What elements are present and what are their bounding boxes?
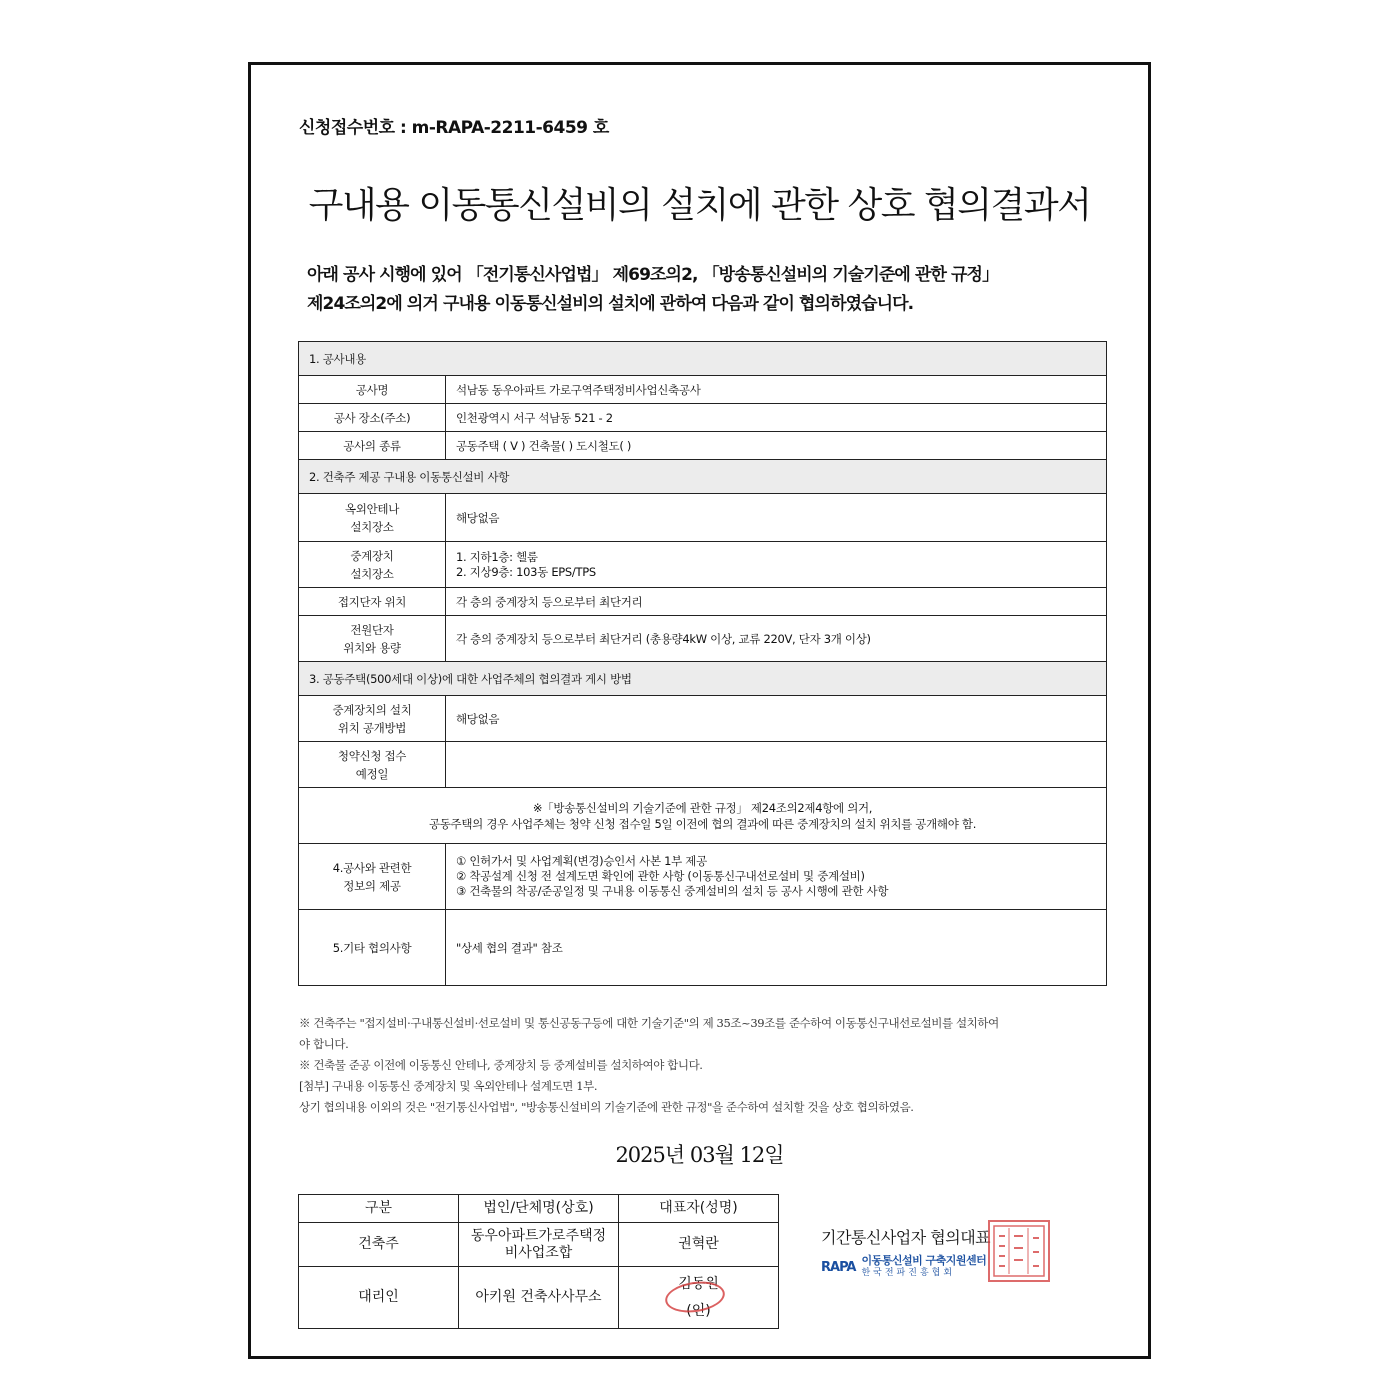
intro-line-1: 아래 공사 시행에 있어 「전기통신사업법」 제69조의2, 「방송통신설비의 기술기준에 관한 규정」: [307, 265, 999, 285]
info-provision-item-1: ① 인허가서 및 사업계획(변경)승인서 사본 1부 제공: [456, 854, 707, 868]
power-terminal-label: [299, 616, 446, 662]
footnote-1: ※ 건축주는 "접지설비·구내통신설비·선로설비 및 통신공동구등에 대한 기술기준"의 제 35조~39조를 준수하여 이동통신구내선로설비를 설치하여: [299, 1016, 999, 1030]
disclosure-note-line2: 공동주택의 경우 사업주체는 청약 신청 접수일 5일 이전에 협의 결과에 따른 중계장치의 설치 위치를 공개해야 함.: [428, 816, 977, 831]
repeater-disclosure-label-line1: 중계장치의 설치: [332, 702, 412, 717]
footnotes: [299, 1013, 1109, 1118]
repeater-location-item-2: 2. 지상9층: 103동 EPS/TPS: [456, 564, 596, 579]
agreement-date: 2025년 03월 12일: [615, 1143, 784, 1167]
construction-name-label: 공사명: [299, 376, 446, 404]
rapa-logo: [821, 1255, 986, 1279]
other-consultation-label: 5.기타 협의사항: [299, 910, 446, 986]
receipt-number: 신청접수번호 : m-RAPA-2211-6459 호: [299, 118, 609, 138]
outdoor-antenna-label-line2: 설치장소: [350, 519, 394, 534]
info-provision-item-2: ② 착공설계 신청 전 설계도면 확인에 관한 사항 (이동통신구내선로설비 및 중계설비): [456, 869, 865, 883]
header-representative: 대표자(성명): [619, 1195, 779, 1223]
owner-representative: 권혁란: [619, 1223, 779, 1267]
section-1-header: 1. 공사내용: [299, 342, 1107, 376]
info-provision-list: [446, 844, 1107, 910]
disclosure-note: [299, 788, 1107, 844]
agent-organization: 아키원 건축사사무소: [459, 1267, 619, 1329]
header-organization: 법인/단체명(상호): [459, 1195, 619, 1223]
repeater-location-label-line1: 중계장치: [350, 548, 394, 563]
agent-representative-name: 김동원: [678, 1275, 719, 1292]
rapa-logo-mark: RAPA: [821, 1259, 856, 1275]
official-seal-image: [988, 1220, 1050, 1282]
info-provision-label: [299, 844, 446, 910]
ground-terminal-label: 접지단자 위치: [299, 588, 446, 616]
construction-type-value: 공동주택 ( V ) 건축물( ) 도시철도( ): [446, 432, 1107, 460]
intro-text: [307, 261, 1107, 319]
disclosure-note-line1: ※「방송통신설비의 기술기준에 관한 규정」 제24조의2제4항에 의거,: [532, 800, 873, 815]
other-consultation-value: "상세 협의 결과" 참조: [446, 910, 1107, 986]
attachment-note: [첨부] 구내용 이동통신 중계장치 및 옥외안테나 설계도면 1부.: [299, 1079, 598, 1093]
document-title: 구내용 이동통신설비의 설치에 관한 상호 협의결과서: [308, 185, 1091, 226]
construction-address-label: 공사 장소(주소): [299, 404, 446, 432]
document-page: [248, 62, 1151, 1359]
subscription-date-label-line1: 청약신청 접수: [337, 748, 407, 763]
construction-type-label: 공사의 종류: [299, 432, 446, 460]
info-provision-label-line2: 정보의 제공: [343, 878, 401, 893]
repeater-location-value: [446, 542, 1107, 588]
outdoor-antenna-label-line1: 옥외안테나: [344, 501, 400, 516]
repeater-disclosure-label: [299, 696, 446, 742]
repeater-disclosure-value: 해당없음: [446, 696, 1107, 742]
footnote-1-continued: 야 합니다.: [299, 1037, 349, 1051]
construction-address-value: 인천광역시 서구 석남동 521 - 2: [446, 404, 1107, 432]
owner-type: 건축주: [299, 1223, 459, 1267]
power-terminal-label-line2: 위치와 용량: [343, 640, 401, 655]
construction-name-value: 석남동 동우아파트 가로구역주택정비사업신축공사: [446, 376, 1107, 404]
consultation-table: [298, 341, 1107, 986]
repeater-location-item-1: 1. 지하1층: 헬룸: [456, 549, 538, 564]
agreement-note: 상기 협의내용 이외의 것은 "전기통신사업법", "방송통신설비의 기술기준에 관한 규정"을 준수하여 설치할 것을 상호 협의하였음.: [299, 1100, 914, 1114]
info-provision-label-line1: 4.공사와 관련한: [332, 860, 412, 875]
rapa-association-name: 한국전파진흥협회: [861, 1268, 956, 1278]
outdoor-antenna-label: [299, 494, 446, 542]
agent-type: 대리인: [299, 1267, 459, 1329]
owner-organization-line2: 비사업조합: [504, 1244, 573, 1261]
repeater-disclosure-label-line2: 위치 공개방법: [337, 720, 407, 735]
carrier-representative-title: 기간통신사업자 협의대표: [821, 1228, 991, 1247]
subscription-date-label: [299, 742, 446, 788]
outdoor-antenna-value: 해당없음: [446, 494, 1107, 542]
repeater-location-label-line2: 설치장소: [350, 566, 394, 581]
info-provision-item-3: ③ 건축물의 착공/준공일정 및 구내용 이동통신 중계설비의 설치 등 공사 시행에 관한 사항: [456, 884, 889, 898]
subscription-date-value: [446, 742, 1107, 788]
ground-terminal-value: 각 층의 중계장치 등으로부터 최단거리: [446, 588, 1107, 616]
owner-organization: [459, 1223, 619, 1267]
header-category: 구분: [299, 1195, 459, 1223]
section-3-header: 3. 공동주택(500세대 이상)에 대한 사업주체의 협의결과 게시 방법: [299, 662, 1107, 696]
rapa-logo-text: [861, 1255, 986, 1279]
intro-line-2: 제24조의2에 의거 구내용 이동통신설비의 설치에 관하여 다음과 같이 협의하였습니다.: [307, 294, 914, 314]
section-2-header: 2. 건축주 제공 구내용 이동통신설비 사항: [299, 460, 1107, 494]
power-terminal-label-line1: 전원단자: [350, 622, 394, 637]
subscription-date-label-line2: 예정일: [355, 766, 389, 781]
repeater-location-label: [299, 542, 446, 588]
seal-pattern-icon: [990, 1222, 1048, 1280]
owner-organization-line1: 동우아파트가로주택정: [470, 1227, 607, 1244]
agent-seal-mark: (인): [686, 1302, 711, 1319]
rapa-center-name: 이동통신설비 구축지원센터: [861, 1254, 987, 1267]
footnote-2: ※ 건축물 준공 이전에 이동통신 안테나, 중계장치 등 중계설비를 설치하여야 합니다.: [299, 1058, 703, 1072]
power-terminal-value: 각 층의 중계장치 등으로부터 최단거리 (총용량4kW 이상, 교류 220V, 단자 3개 이상): [446, 616, 1107, 662]
